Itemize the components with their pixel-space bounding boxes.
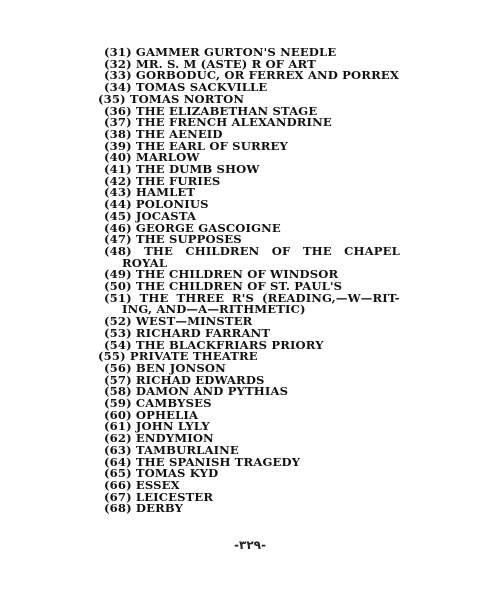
list-item: (44) POLONIUS: [104, 197, 209, 212]
list-item: (33) GORBODUC, OR FERREX AND PORREX: [104, 68, 399, 83]
list-item: (68) DERBY: [104, 501, 184, 516]
list-item: (31) GAMMER GURTON'S NEEDLE: [104, 45, 337, 59]
list-item: (58) DAMON AND PYTHIAS: [104, 384, 289, 399]
list-item: (47) THE SUPPOSES: [104, 232, 242, 247]
list-item: (49) THE CHILDREN OF WINDSOR: [104, 267, 339, 282]
list-item: (48) THE CHILDREN OF THE CHAPEL: [104, 243, 400, 258]
list-item-continuation: ING, AND—A—RITHMETIC): [122, 302, 306, 317]
list-item: (67) LEICESTER: [104, 489, 214, 504]
list-item: (66) ESSEX: [104, 477, 180, 492]
list-item: (51) THE THREE R'S (READING,—W—RIT-: [104, 290, 400, 305]
list-item: (42) THE FURIES: [104, 173, 221, 188]
list-item: (41) THE DUMB SHOW: [104, 162, 260, 176]
list-item: (61) JOHN LYLY: [104, 419, 210, 434]
list-item: (57) RICHAD EDWARDS: [104, 372, 265, 387]
list-item: (40) MARLOW: [104, 150, 200, 165]
list-item-continuation: ROYAL: [122, 255, 168, 270]
list-item: (46) GEORGE GASCOIGNE: [104, 220, 281, 235]
list-item: (45) JOCASTA: [104, 208, 197, 223]
list-item: (53) RICHARD FARRANT: [104, 325, 271, 340]
list-item: (54) THE BLACKFRIARS PRIORY: [104, 337, 324, 352]
list-item: (50) THE CHILDREN OF ST. PAUL'S: [104, 279, 343, 293]
list-item: (65) TOMAS KYD: [104, 466, 219, 481]
list-item: (37) THE FRENCH ALEXANDRINE: [104, 115, 332, 130]
list-item: (64) THE SPANISH TRAGEDY: [104, 454, 301, 469]
list-item: (55) PRIVATE THEATRE: [98, 349, 258, 364]
list-item: (63) TAMBURLAINE: [104, 442, 239, 457]
list-item: (56) BEN JONSON: [104, 360, 226, 375]
list-item: (32) MR. S. M (ASTE) R OF ART: [104, 56, 316, 71]
list-item: (59) CAMBYSES: [104, 396, 212, 410]
list-item: (43) HAMLET: [104, 185, 196, 200]
page-number: -٣٢٩-: [234, 538, 266, 552]
list-item: (60) OPHELIA: [104, 407, 199, 422]
list-item: (34) TOMAS SACKVILLE: [104, 80, 268, 95]
list-item: (39) THE EARL OF SURREY: [104, 138, 288, 153]
list-item: (36) THE ELIZABETHAN STAGE: [104, 103, 318, 118]
list-item: (62) ENDYMION: [104, 431, 214, 446]
list-item: (38) THE AENEID: [104, 126, 223, 141]
list-item: (52) WEST—MINSTER: [104, 314, 253, 329]
list-item: (35) TOMAS NORTON: [98, 91, 245, 106]
